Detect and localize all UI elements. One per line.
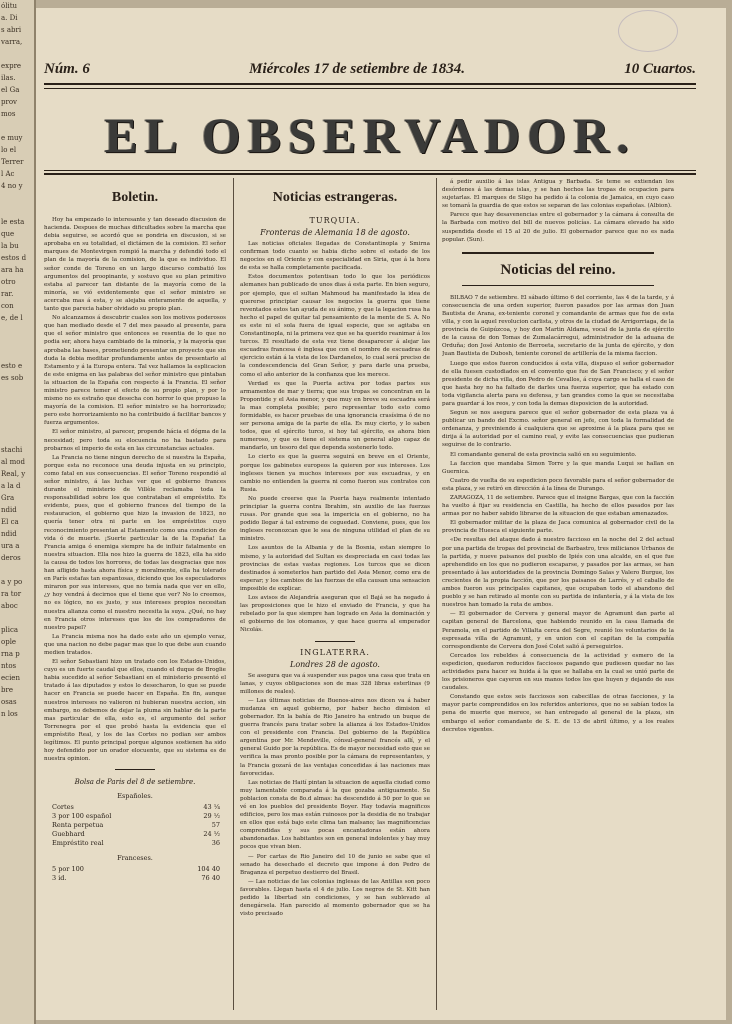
bolsa-item-value: 36	[211, 839, 220, 848]
prev-page-text-fragment	[0, 204, 34, 216]
prev-page-text-fragment: ilas.	[1, 74, 16, 82]
paragraph: Segun se nos asegura parece que el señor gobernador de esta plaza va á publicar un bando del Excmo. señor general en jefe, con toda la formalidad de ordenanza, y previniendo á cualquiera que se aproxime á la plaza para que se dirija á la autoridad por el camino real, y evite las consecuencias que pudieran seguirse de lo contrario.	[442, 410, 674, 449]
prev-page-text-fragment: El ca	[1, 518, 19, 526]
paragraph: Hoy ha empezado lo interesante y tan deseado discusion de hacienda. Despues de muchas dificultades sobre la marcha que debia seguirse, se acordó que se pondria en discusion, si se aprobaba en su totalidad, el dictámen de la comision. El señor marques de Montevirgen rompió la marcha y defendió todo el plan de la mayoría de la comision, de la que es individuo. El señor conde de Toreno en un largo discurso combatió los argumentos del proopinante, y sostuvo que su plan primitivo estaba al parecer tan distante de la mayoría como de la minoría, se vió evidentemente que el señor ministro se acercaba mas á esta, y se alejaba enteramente de aquella, y tanto que parecia haber olvidado su propio plan.	[44, 217, 226, 313]
bolsa-item-name: 3 por 100 español	[52, 812, 112, 821]
bolsa-item-value: 57	[211, 821, 220, 830]
paragraph: La faccion que mandaba Simon Torre y la que manda Luqui se hallan en Guernica.	[442, 460, 674, 475]
prev-page-text-fragment: a la d	[1, 482, 21, 490]
prev-page-text-fragment	[0, 432, 34, 444]
prev-page-text-fragment: con	[1, 302, 14, 310]
bolsa-item-name: Renta perpetua	[52, 821, 104, 830]
prev-page-text-fragment: a y po	[1, 578, 23, 586]
title-rule	[44, 173, 696, 175]
prev-page-text-fragment	[0, 384, 34, 396]
prev-page-text-fragment: le esta	[1, 218, 25, 226]
separator	[115, 769, 155, 770]
prev-page-text-fragment: rar.	[1, 290, 14, 298]
prev-page-text-fragment	[0, 336, 34, 348]
bolsa-section-label: Españoles.	[117, 792, 153, 801]
separator	[315, 641, 355, 642]
prev-page-text-fragment: otro	[1, 278, 16, 286]
paragraph: Cercados los rebeldes á consecuencia de la actividad y esmero de la espedicion, quedaron reducidos facciosos pagando que pudiesen quedar no las actividades para hacer su huida á la que se hallaba en la cual se unió parte de los prisioneros que cayeron en sus manos todos los que huyen y dejando de sus caudales.	[442, 652, 674, 692]
masthead-info	[44, 58, 696, 80]
prev-page-text-fragment	[0, 420, 34, 432]
prev-page-text-fragment: ople	[1, 638, 17, 646]
prev-page-text-fragment: varra,	[1, 38, 23, 46]
bolsa-title: Bolsa de Paris del 8 de setiembre.	[74, 778, 196, 787]
prev-page-text-fragment: stachi	[1, 446, 23, 454]
bolsa-row	[44, 812, 226, 821]
paragraph: La Francia misma nos ha dado este año un ejemplo veraz, que una nacion no debe pagar mas que lo que debe aun cuando medien tratados.	[44, 633, 226, 656]
paragraph: Estos documentos potentisan todo lo que los periódicos alemanes han publicado de unos dias á esta parte. En bien seguro, por ejemplo, que el sultan Mahmoud ha manifestado la idea de quererse principiar causar los negocios la guerra que tiene reventados estos tan ayuda de su ánimo, y que la legacion rusa ha hecho el papel de quitar tal pensamiento de la mente de S. A. No es este ni el sola fuera de igual especie, que se agitaba en Constantinopla, ni la primera vez que se ha querido reanimar á los turcos. El resultado de esta vez tiene desaparecer á alejar las escuadras francesa é inglesa que con el nombre de escuadras de ejercicio están á la vista de los Dardanelos, lo cual será preciso de la condescendencia del Gran Señor, y para darle una prueba, como el año anterior de la confianza que les merece.	[240, 274, 430, 378]
prev-page-text-fragment: lo el	[1, 146, 17, 154]
prev-page-text-fragment	[0, 612, 34, 624]
bolsa-row	[44, 803, 226, 812]
paragraph: «De resultas del ataque dado á nuestro faccioso en la noche del 2 del actual por una partida de tropas del provincial de Barbastro, tres milicianos Urbanos de la partida, y nueve paisanos del pueblo de Ipiés con una alcalde, en el que fue aprehendido en los que no pudieron escaparse, y pasados por las armas, se han presentado á las autoridades de la provincia Domingo Salas y Valero Burgue, los crecientes de la propia facción, que por los paisanos de Larrés, y el caballo de ambos fueron sus principales capitanes, que ocupaban todo el abandono del pueblo y se han retirado al monte con su partida de infantería, y á la vista de los nuestros han tomado la ruta de ambos.	[442, 537, 674, 609]
bolsa-item-value: 76 40	[201, 874, 220, 883]
prev-page-text-fragment: s abri	[1, 26, 22, 34]
prev-page-text-fragment: ndid	[1, 530, 17, 538]
bolsa-row	[44, 874, 226, 883]
prev-page-text-fragment: ntos	[1, 662, 17, 670]
paragraph: Lo cierto es que la guerra seguirá en breve en el Oriente, porque los gabinetes europeos la quieren por sus intereses. Los ingleses tienen ya muchos intereses por sus escuadras, y en cambio no entienden la guerra ni como fueron sus contratos con Rusia.	[240, 454, 430, 493]
prev-page-text-fragment	[0, 564, 34, 576]
dateline: Fronteras de Alemania 18 de agosto.	[260, 228, 410, 237]
column-reino	[442, 178, 674, 1012]
paragraph: El gobernador militar de la plaza de Jaca comunica al gobernador civil de la provincia de Huesca el siguiente parte.	[442, 520, 674, 535]
paragraph: — Por cartas de Rio Janeiro del 10 de junio se sabe que el senado ha desechado el decreto que impone á don Pedro de Braganza el perpetuo destierro del Brasil.	[240, 853, 430, 876]
prev-page-text-fragment: prov	[1, 98, 17, 106]
issue-number: Núm. 6	[44, 60, 90, 77]
reino-text	[442, 294, 674, 734]
prev-page-text-fragment	[0, 408, 34, 420]
prev-page-text-fragment	[0, 192, 34, 204]
column-estrangeras	[240, 182, 430, 1012]
inglaterra-text	[240, 672, 430, 919]
turquia-text	[240, 240, 430, 635]
prev-page-text-fragment: ura a	[1, 542, 20, 550]
prev-page-text-fragment: al mod	[1, 458, 25, 466]
country-heading: TURQUIA.	[309, 216, 361, 225]
paragraph: Las noticias oficiales llegadas de Constantinopla y Smirna confirman todo cuanto se habia dicho sobre el estado de los negocios en el Oriente y con especialidad en Siria, que á la hora de esta se halla completamente pacificada.	[240, 241, 430, 272]
paragraph: El comandante general de esta provincia salió en su seguimiento.	[450, 451, 637, 458]
paragraph: No puede creerse que la Puerta haya realmente intentado principiar la guerra contra Ibrahim, sin auxilio de las fuerzas rusas. Por grande que sea la impericia en el gobierno, no ha podido llegar á tal extremo de ceguedad. Conviene, pues, que los ingleses reconozcan que le sea de ninguna utilidad el plan de su ministro.	[240, 495, 430, 543]
column-divider	[233, 178, 234, 1010]
paragraph: El señor Sebastiani hizo un tratado con los Estados-Unidos, cuyo es un fuerte caudal que ellos, cuando el duque de Broglie habia sucedido al señor Sebastiani en el ministerio presentó el tratado á las diputados y estos lo desecharon, lo que se puede hacer en Francia se puede hacer en España. En fin, aunque nuestros intereses no valieron ni hubieran nuestra accion, sin embargo, no debemos de dejar la pluma sin hablar de la parte mas particular de ella, esto es, el argumento del señor Torrenegra por el que probó hasta la evidencia que el empréstito Real, y los de las Cortes no podian ser ambos legítimos. El punto principal porque algunos sostienen ha sido hoy defendido por un orador elocuente, que su sistema es de nuestra opinion.	[44, 659, 226, 763]
bolsa-item-value: 24 ½	[203, 830, 220, 839]
prev-page-text-fragment: la bu	[1, 242, 19, 250]
prev-page-text-fragment: Real, y	[1, 470, 26, 478]
prev-page-text-fragment: estos d	[1, 254, 27, 262]
bolsa-item-name: 3 id.	[52, 874, 67, 883]
prev-page-text-fragment: el Ga	[1, 86, 20, 94]
prev-page-text-fragment: expre	[1, 62, 22, 70]
newspaper-title: EL OBSERVADOR.	[104, 107, 636, 163]
paragraph: — Las últimas noticias de Buenos-aires nos dicen va á haber mudanza en aquel gobierno, por haber hecho dimision el gobernador. En la bahía de Rio Janeiro ha entrado un buque de guerra francés para tratar sobre la alianza á los Estados-Unidos con el presidente con Francia. Del gobierno de la República argentina por Mr. Mendeville, cónsul-general francés allí, y el general Guido por la república. Es de mayor necesidad esto que se verifica la mas pronto posible por la cámara de representantes, y la Francia gozará de las ventajas concedidas á las naciones mas favorecidas.	[240, 697, 430, 777]
paragraph: Se asegura que va á suspender sus pagos una casa que trata en lanas, y cuyos obligaciones son de mas 328 libras esterlinas (9 millones de reales).	[240, 672, 430, 695]
newspaper-page	[36, 8, 726, 1020]
issue-price: 10 Cuartos.	[624, 60, 696, 77]
section-heading: Noticias del reino.	[500, 261, 616, 278]
prev-page-text-fragment	[0, 396, 34, 408]
prev-page-text-fragment: 4 no y	[1, 182, 23, 190]
prev-page-text-fragment: rna p	[1, 650, 20, 658]
section-heading: Noticias estrangeras.	[272, 190, 398, 205]
country-heading: INGLATERRA.	[300, 647, 370, 657]
prev-page-text-fragment: bre	[1, 686, 13, 694]
prev-page-text-fragment: mos	[1, 110, 16, 118]
bolsa-row	[44, 821, 226, 830]
paragraph: El señor ministro, al parecer, propende hácia el dógma de la necesidad; pero toda su elocuencia no ha bastado para probarnos el imperio de esta en las circunstancias actuales.	[44, 429, 226, 452]
previous-page-edge	[0, 0, 36, 1024]
prev-page-text-fragment	[0, 324, 34, 336]
paragraph: Cuatro de vuelta de su espedicion poco favorable para el señor gobernador de esta plaza, y se retiró en dirección á la línea de Durango.	[442, 477, 674, 492]
paragraph: Los avisos de Alejandría aseguran que el Bajá se ha negado á las proposiciones que le hizo el enviado de Francia, y que ha rebelado por la que siempre han logrado en Asia la dominación y el gobierno de los otomanos, y que hace guerra al emperador Nicolás.	[240, 595, 430, 634]
prev-page-text-fragment	[0, 348, 34, 360]
prev-page-text-fragment: ra tor	[1, 590, 22, 598]
prev-page-text-fragment: n los	[1, 710, 18, 718]
prev-page-text-fragment: osas	[1, 698, 17, 706]
paragraph: Las noticias de Haití pintan la situacion de aquella ciudad como muy lamentable comparada á la que gozaba antiguamente. Su poblacion consta de 8o.d almas: ha descendido á 50 por lo que se vé en los pueblos del presidente Boyer. Hay todavía magnificos edificios, pero los mas están ruinosos por la desidia de no trabajar en ellos que está bajo este clima tan malsano; las magnificencias comprendidas y sus pocas encantadoras están ahora abandonadas. Los habitantes son en general indolentes y hay muy pocos que vivan bien.	[240, 779, 430, 851]
continued-text	[442, 178, 674, 244]
bolsa-section-label: Franceses.	[117, 854, 153, 863]
prev-page-text-fragment: ecien	[1, 674, 20, 682]
prev-page-text-fragment: esto e	[1, 362, 23, 370]
paragraph: La Francia no tiene ningun derecho de si nuestra la España, porque esta no reconoce una deuda injusta en su principio, como fatal en sus consecuencias. El señor Toreno respondió al señor ministro, á las luchas ver que el gobierno frances durante el ministerio de Villèle reclamaba toda la responsabilidad sobre los que contrataban el empréstito. Es evidente, pues, que el gobierno frances del tiempo de la restauracion, el gobierno que hizo la invasion de 1823, no quería tener otra ni parte en los empréstitos cuyo reconocimiento presentan al Estamento como una condicion de vida ó de muerte. ¡Suerte particular la de la España! La Francia amiga ó enemiga siempre ha de influir fatalmente en nuestra situacion. Ella nos hizo la guerra de 1823, ella ha sido la causa de todos los horrores, de todas las desgracias que nos han afligido hasta ahora física y moralmente, ella ha tolerado en París estafas tan espantosas, diciendo que los especuladores miraron por sus intereses, que no temía nada que ver en ello, ¿y hoy vendrá á decirnos que el tiene que ver? No lo creemos, no es lógico, no es justo, y sus intereses propios necesitan nuestra alianza como el nuestro necesita la suya. ¿Qué, no hay en Francia otros intereses que los de los compradores de nuestro papel?	[44, 454, 226, 631]
prev-page-text-fragment: deros	[1, 554, 21, 562]
prev-page-text-fragment: Terrer	[1, 158, 24, 166]
masthead-rule	[44, 83, 696, 85]
boletin-text	[44, 216, 226, 763]
prev-page-text-fragment: ólitu	[1, 2, 18, 10]
prev-page-text-fragment: es sob	[1, 374, 24, 382]
bolsa-item-name: 5 por 100	[52, 865, 84, 874]
bolsa-espanoles-table	[44, 803, 226, 848]
bolsa-franceses-table	[44, 865, 226, 883]
paragraph: Constando que estos seis facciosos son cabecillas de otras facciones, y la mayor parte comprendidos en los referidos anteriores, que no se sabían todos la pena de muerte que merece, se han entregado al general de la plaza, sin embargo el señor comandante de S. E. de 13 de abril último, y a los reales decretos vigentes.	[442, 694, 674, 733]
section-heading: Boletin.	[111, 190, 159, 205]
prev-page-text-fragment: que	[1, 230, 15, 238]
prev-page-text-fragment: e, de l	[1, 314, 23, 322]
paragraph: Luego que estos fueron conducidos á esta villa, dispuso el señor gobernador de ella fuesen custodiados en el convento que fue de San Francisco; y el señor presidente de dicha villa, don Pedro de Cevallos, á cuya cargo se halla el caso de que hasta hoy no ha faltado de darles una fuerza superior, que ha estado con toda vigilancia alerta para su defensa, y tan grandes como la que se necesitaba para guardar á los reos, y con toda la demas disposicion de la autoridad.	[442, 360, 674, 407]
paragraph: Los asuntos de la Albania y de la Bosnia, estan siempre lo mismo, y la autoridad del Sultan es despreciada en casi todas las provincias de estas vastas regiones. Los turcos que se dicen destinados á someterlos han partido del Asia Menor, como era de esperar; y los cambios de las fuerzas de ella causan una sensacion imposible de explicar.	[240, 545, 430, 592]
paragraph: No alcanzamos á descubrir cuales son los motivos poderosos que han mediado desde el 7 del mes pasado al presente, para que el señor ministro que entonces se resentia de lo que no podia ser, ahora haya cambiado de la minoría, y la mayoría que aprobaba las bases, prometiendo presentar un proyecto que sin duda la debia meditar profundamente antes de presentarlo al Estamento y á la Europa entera. Tal vez hallamos la esplicacion de este enigma en las palabras del señor ministro que pintaban la situacion de la España con respecto á la Francia. El señor ministro parece temer el efecto de su propio plan, y por lo mismo no es estraño que desecha con horror lo que propuso la mayoría de la comision. El señor ministro se ha horrorizado; pero este horrorizamiento no ha contribuido á facilitar bancos y fuerza argumentos.	[44, 315, 226, 427]
paragraph: ZARAGOZA, 11 de setiembre. Parece que el insigne Bargas, que con la facción ha vuelto á fijar su residencia en Castilla, ha hecho de ellos pasados por las armas por no haber sabido librarse de la situacion de que estaban amenazados.	[442, 495, 674, 518]
paragraph: Verdad es que la Puerta activa por todas partes sus armamentos de mar y tierra; que sus tropas se concentran en la Propontide y el Asia menor, y que muy en breve su escuadra será la mas completa posible; pero representar todo esto como formidable, es hacer pruebas de una ignorancia crasísima ó de no ser persona amiga de la parte de ella. Es muy cierto, y lo saben todos, que el ejército turco, si hoy tal ejército, es ahora bien numeroso, y que es tiene el sistema un general algo capaz de mandarlo, un tesoro del que dependa sostenerlo todo.	[240, 380, 430, 452]
paragraph: — Las noticias de las colonias inglesas de las Antillas son poco favorables. Llegan hasta el 4 de julio. Los negros de St. Kitt han pedido la libertad sin condiciones, y se han sublevado al denegársela. Han parecido al momento gobernador que se ha visto precisado	[240, 878, 430, 918]
bolsa-row	[44, 865, 226, 874]
column-boletin	[44, 182, 226, 1012]
prev-page-text-fragment: ndid	[1, 506, 17, 514]
title-rule	[44, 170, 696, 171]
dateline: Londres 28 de agosto.	[290, 659, 380, 669]
prev-page-text-fragment: aboc	[1, 602, 18, 610]
prev-page-text-fragment: plica	[1, 626, 19, 634]
paragraph: — El gobernador de Cervera y general mayor de Agramunt dan parte al capitan general de Barcelona, que habiendo reunido en la casa llamada de Peramola, en el partido de Villalta cerca del Segre, reunió los voluntarios de la espresada villa de Agramunt, y en union con el capitan de la compañía correspondiente de Cervera don José Colet salió á perseguirlos.	[442, 611, 674, 650]
bolsa-item-value: 104 40	[197, 865, 220, 874]
prev-page-text-fragment: e muy	[1, 134, 23, 142]
prev-page-text-fragment: a. Di	[1, 14, 18, 22]
paragraph: Parece que hay desavenencias entre el gobernador y la cámara á consulta de la Barbada con motivo del bill de nuevos policías. La cámara elevado ha sido suspendida desde el 15 al 20 de julio. El gobernador parece que no es nada popular. (Sun).	[442, 212, 674, 243]
paragraph: BILBAO 7 de setiembre. El sábado último 6 del corriente, las 4 de la tarde, y á consecuencia de una orden superior, fueron pasados por las armas don Juan Bautista de Arana, ex-teniente coronel y comandante de armas que fue de esta villa, y con la aquel revolucion carlista, y otros de la ciudad de Arrigorriaga, de la provincia de Guipúzcoa, y hoy don Martin Aldama, vocal de la junta de ejército de la causa de don Tomas de Zumalacárregui, administrador de la aduana de Orduña; don José Antonio de Berroeta, secretario de la junta de ejército, y don Juan Bautista de Dubosh, teniente coronel de artillería de la misma faccion.	[442, 294, 674, 358]
library-stamp	[618, 10, 678, 52]
section-rule	[462, 285, 654, 286]
bolsa-item-value: 43 ¼	[203, 803, 220, 812]
bolsa-item-name: Empréstito real	[52, 839, 104, 848]
prev-page-text-fragment: ara ha	[1, 266, 24, 274]
bolsa-row	[44, 830, 226, 839]
section-rule	[462, 252, 654, 254]
issue-date: Miércoles 17 de setiembre de 1834.	[249, 60, 465, 77]
prev-page-text-fragment	[0, 120, 34, 132]
prev-page-text-fragment: l Ac	[1, 170, 15, 178]
prev-page-text-fragment: Gra	[1, 494, 15, 502]
bolsa-item-name: Cortes	[52, 803, 74, 812]
bolsa-item-value: 29 ½	[203, 812, 220, 821]
masthead-rule	[44, 88, 696, 89]
bolsa-item-name: Guebhard	[52, 830, 85, 839]
paragraph: á pedir auxilio á las islas Antigua y Barbada. Se teme se extiendan los desórdenes á las demas islas, y se han hechos las tropas de ocupacion para sujetarlas. El marques de Sligo ha pedido á la colonia de Jamaica, en cuyo caso se tomará la guardia de que estos se separan de las colonias españolas. (Albion).	[442, 179, 674, 210]
column-divider	[436, 178, 437, 1010]
prev-page-text-fragment	[0, 48, 34, 60]
bolsa-row	[44, 839, 226, 848]
